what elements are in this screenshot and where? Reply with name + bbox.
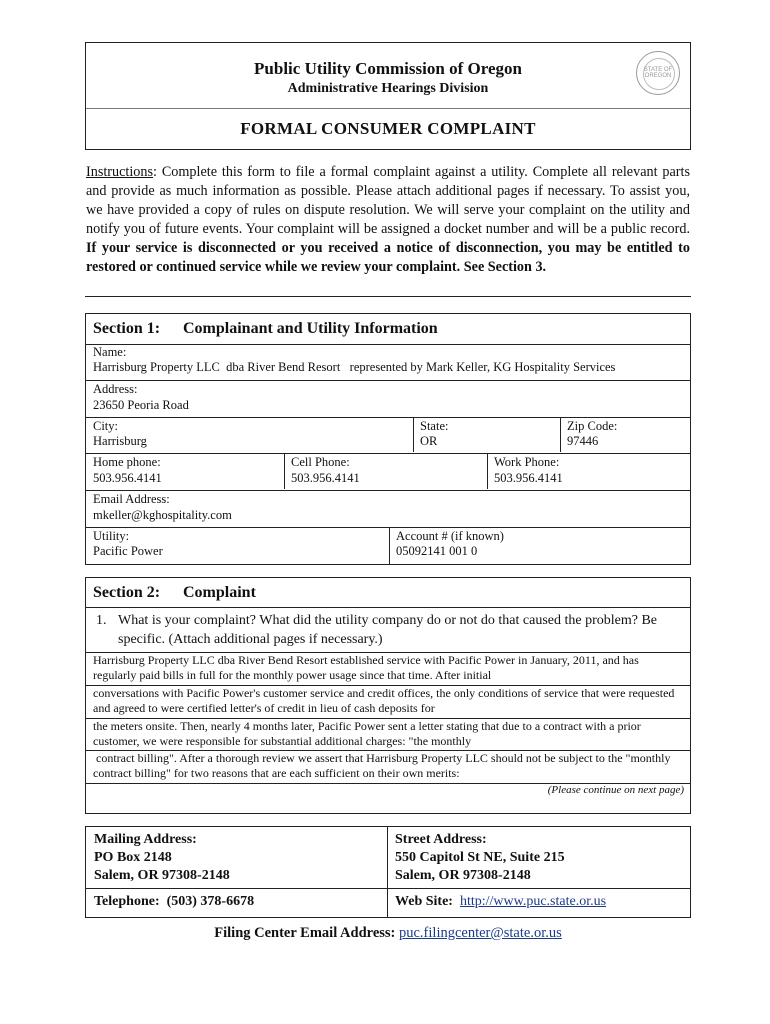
header-divider	[86, 108, 690, 109]
contact-box	[85, 826, 691, 918]
work-phone-label: Work Phone:	[494, 455, 560, 469]
utility-label: Utility:	[93, 529, 130, 543]
street-line1: 550 Capitol St NE, Suite 215	[395, 850, 565, 865]
col-divider	[413, 417, 414, 452]
account-label: Account # (if known)	[396, 529, 504, 543]
cell-phone-field[interactable]: 503.956.4141	[291, 471, 360, 485]
instructions-label: Instructions	[86, 164, 153, 180]
answer-line[interactable]: the meters onsite. Then, nearly 4 months later, Pacific Power sent a letter stating that due to a contract with a prior customer, we were responsible for substantial additional charges: "the monthly	[93, 719, 641, 748]
division-title: Administrative Hearings Division	[287, 81, 489, 96]
email-label: Email Address:	[93, 492, 170, 506]
form-title: FORMAL CONSUMER COMPLAINT	[240, 119, 536, 138]
col-divider	[389, 527, 390, 564]
seal-label: STATE OF OREGON	[643, 67, 673, 79]
row-divider	[86, 417, 690, 418]
section1-number: Section 1:	[93, 320, 161, 337]
section2-title: Complaint	[183, 584, 256, 601]
section1-title: Complainant and Utility Information	[183, 320, 438, 337]
question-text: What is your complaint? What did the utility company do or not do that caused the problem? Be specific. (Attach additional pages if necessary.)	[118, 613, 657, 647]
col-divider	[284, 453, 285, 489]
continue-note: (Please continue on next page)	[547, 784, 684, 796]
home-phone-label: Home phone:	[93, 455, 161, 469]
website-row	[395, 893, 606, 911]
header-box	[85, 42, 691, 150]
account-field[interactable]: 05092141 001 0	[396, 544, 478, 558]
telephone-label: Telephone:	[94, 894, 160, 909]
answer-line[interactable]: contract billing". After a thorough review we assert that Harrisburg Property LLC should not be subject to the "monthly contract billing" for two reasons that are each sufficient on their own merits:	[93, 751, 674, 780]
row-divider	[86, 380, 690, 381]
street-label: Street Address:	[395, 832, 487, 847]
mailing-line1: PO Box 2148	[94, 850, 172, 865]
website-link[interactable]: http://www.puc.state.or.us	[459, 894, 607, 909]
cell-phone-label: Cell Phone:	[291, 455, 350, 469]
section2-box	[85, 577, 691, 814]
website-label: Web Site:	[395, 894, 453, 909]
answer-line[interactable]: Harrisburg Property LLC dba River Bend Resort established service with Pacific Power in January, 2011, and has regularly paid bills in full for the monthly power usage since that time. After initial	[93, 653, 639, 682]
instructions-divider	[85, 296, 691, 297]
street-line2: Salem, OR 97308-2148	[395, 868, 531, 883]
name-field[interactable]: Harrisburg Property LLC dba River Bend Resort represented by Mark Keller, KG Hospitality Services	[93, 360, 616, 374]
filing-email-link[interactable]: puc.filingcenter@state.or.us	[399, 925, 562, 941]
instructions	[86, 163, 690, 277]
email-field[interactable]: mkeller@kghospitality.com	[93, 508, 232, 522]
question-number: 1.	[96, 613, 107, 628]
row-divider	[86, 344, 690, 345]
utility-field[interactable]: Pacific Power	[93, 544, 163, 558]
row-divider	[86, 607, 690, 608]
agency-title: Public Utility Commission of Oregon	[254, 59, 522, 78]
col-divider	[560, 417, 561, 452]
city-field[interactable]: Harrisburg	[93, 434, 147, 448]
address-label: Address:	[93, 382, 138, 396]
col-divider	[487, 453, 488, 489]
row-divider	[86, 490, 690, 491]
filing-center	[85, 925, 691, 942]
filing-label: Filing Center Email Address:	[214, 925, 396, 941]
section1-box	[85, 313, 691, 565]
instructions-text: : Complete this form to file a formal complaint against a utility. Complete all relevant parts and provide as much information as possible. Please attach additional pages if necessary. To assist you, we have provided a copy of rules on dispute resolution. We will serve your complaint on the utility and notify you of future events. Your complaint will be assigned a docket number and will be a public record.	[86, 164, 690, 237]
telephone-row	[94, 893, 254, 911]
address-field[interactable]: 23650 Peoria Road	[93, 398, 189, 412]
home-phone-field[interactable]: 503.956.4141	[93, 471, 162, 485]
state-field[interactable]: OR	[420, 434, 438, 448]
mailing-label: Mailing Address:	[94, 832, 197, 847]
zip-field[interactable]: 97446	[567, 434, 599, 448]
state-seal-icon	[636, 51, 680, 95]
name-label: Name:	[93, 345, 127, 359]
row-divider	[86, 888, 690, 889]
row-divider	[86, 453, 690, 454]
section2-number: Section 2:	[93, 584, 161, 601]
zip-label: Zip Code:	[567, 419, 618, 433]
instructions-bold: If your service is disconnected or you received a notice of disconnection, you may be entitled to restored or continued service while we review your complaint. See Section 3.	[86, 240, 690, 275]
col-divider	[387, 827, 388, 917]
telephone-value: (503) 378-6678	[166, 894, 255, 909]
city-label: City:	[93, 419, 119, 433]
state-label: State:	[420, 419, 449, 433]
work-phone-field[interactable]: 503.956.4141	[494, 471, 563, 485]
answer-line[interactable]: conversations with Pacific Power's customer service and credit offices, the only conditions of service that were requested and agreed to were certified letter's of credit in lieu of cash deposits for	[93, 686, 675, 715]
row-divider	[86, 527, 690, 528]
mailing-line2: Salem, OR 97308-2148	[94, 868, 230, 883]
